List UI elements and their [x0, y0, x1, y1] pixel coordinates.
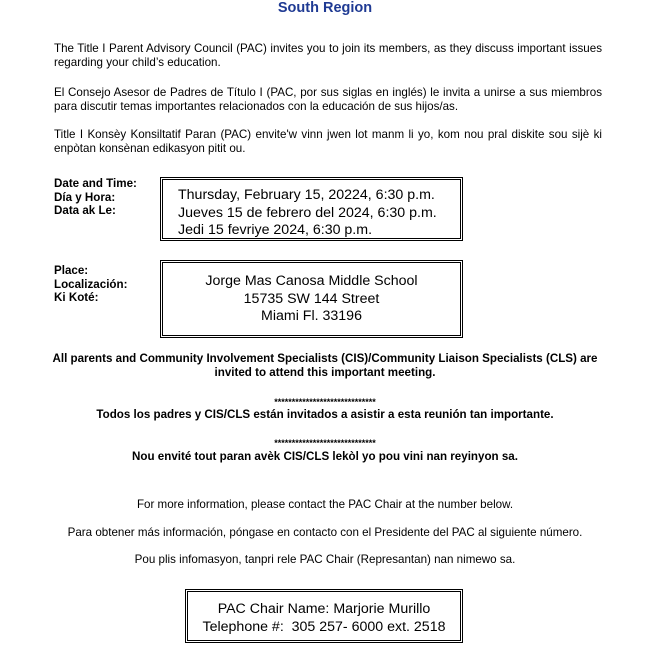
place-label-english: Place: — [54, 264, 89, 277]
info-creole: Pou plis infomasyon, tanpri rele PAC Chair (Represantan) nan nimewo sa. — [134, 553, 516, 566]
separator-stars: ***************************** — [274, 438, 376, 448]
date-value-english: Thursday, February 15, 20224, 6:30 p.m. — [178, 187, 435, 203]
date-value-creole: Jedi 15 fevriye 2024, 6:30 p.m. — [178, 222, 373, 238]
place-box — [160, 260, 463, 338]
date-label-english: Date and Time: — [54, 177, 137, 190]
intro-spanish: El Consejo Asesor de Padres de Título I (PAC, por sus siglas en inglés) le invita a unirse a sus miembros para discutir temas importantes relacionados con la educación de sus hijos/as. — [54, 86, 602, 113]
place-label-spanish: Localización: — [54, 277, 128, 291]
place-street: 15735 SW 144 Street — [243, 290, 380, 307]
pac-chair-box — [185, 589, 463, 643]
intro-english: The Title I Parent Advisory Council (PAC) invites you to join its members, as they discuss important issues regarding your child’s education. — [54, 42, 602, 69]
pac-chair-phone: Telephone #: 305 257- 6000 ext. 2518 — [202, 618, 446, 635]
invite-creole: Nou envité tout paran avèk CIS/CLS lekòl yo pou vini nan reyinyon sa. — [132, 450, 518, 463]
place-label-creole: Ki Koté: — [54, 291, 99, 304]
date-value-spanish: Jueves 15 de febrero del 2024, 6:30 p.m. — [178, 204, 437, 221]
invite-english: All parents and Community Involvement Specialists (CIS)/Community Liaison Specialists (CLS) are invited to attend this important meeting. — [52, 352, 598, 379]
info-spanish: Para obtener más información, póngase en contacto con el Presidente del PAC al siguiente número. — [67, 526, 583, 539]
invite-spanish: Todos los padres y CIS/CLS están invitados a asistir a esta reunión tan importante. — [96, 408, 554, 421]
place-city: Miami Fl. 33196 — [261, 308, 362, 324]
date-label-spanish: Día y Hora: — [54, 190, 116, 204]
date-label-creole: Data ak Le: — [54, 204, 116, 217]
intro-creole: Title I Konsèy Konsiltatif Paran (PAC) envite'w vinn jwen lot manm li yo, kom nou pral diskite sou sijè ki enpòtan konsènan edikasyon pitit ou. — [54, 128, 602, 155]
separator-stars: ***************************** — [274, 397, 376, 407]
pac-chair-name: PAC Chair Name: Marjorie Murillo — [217, 601, 431, 617]
date-time-labels — [54, 177, 137, 218]
place-school-name: Jorge Mas Canosa Middle School — [205, 273, 418, 289]
place-labels — [54, 264, 127, 305]
region-title: South Region — [277, 0, 373, 16]
date-time-box — [160, 177, 463, 241]
info-english: For more information, please contact the PAC Chair at the number below. — [136, 498, 514, 511]
